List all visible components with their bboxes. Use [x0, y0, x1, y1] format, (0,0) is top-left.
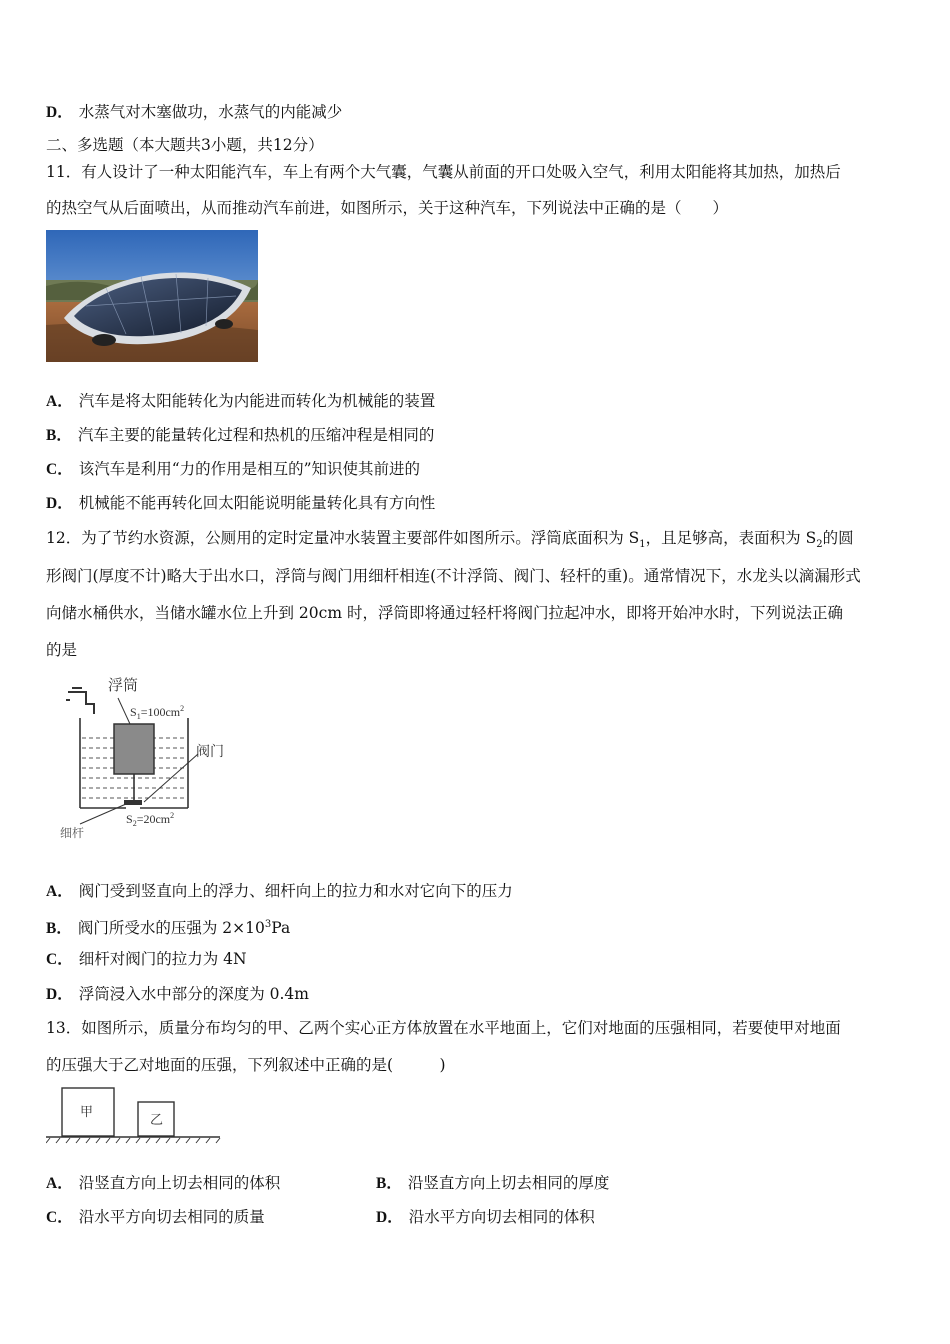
option-label: A． [46, 1175, 73, 1192]
q13-option-b[interactable] [376, 1173, 609, 1194]
option-text: 沿水平方向切去相同的体积 [408, 1208, 595, 1226]
option-text: 水蒸气对木塞做功，水蒸气的内能减少 [78, 103, 343, 121]
option-label: D． [46, 104, 73, 121]
option-text-b: Pa [271, 919, 291, 938]
q11-stem-line1: 11．有人设计了一种太阳能汽车，车上有两个大气囊，气囊从前面的开口处吸入空气，利用太阳能将其加热，加热后 [46, 163, 841, 181]
option-text: 沿竖直方向上切去相同的厚度 [407, 1174, 610, 1192]
flush-device-diagram [58, 670, 258, 840]
label-float: 浮筒 [108, 676, 139, 694]
q12-stem-line2: 形阀门(厚度不计)略大于出水口，浮筒与阀门用细杆相连(不计浮筒、阀门、轻杆的重)。通常情况下，水龙头以滴漏形式 [46, 567, 861, 585]
option-label: C． [46, 461, 73, 478]
label-valve: 阀门 [196, 744, 224, 760]
subscript: 2 [816, 539, 823, 551]
q11-option-b[interactable] [46, 425, 434, 446]
float-cylinder [114, 724, 154, 774]
q13-option-a[interactable] [46, 1173, 280, 1194]
label-jia: 甲 [80, 1105, 94, 1120]
q12-option-a[interactable] [46, 881, 513, 902]
option-text: 阀门受到竖直向上的浮力、细杆向上的拉力和水对它向下的压力 [78, 882, 513, 900]
option-text: 沿竖直方向上切去相同的体积 [78, 1174, 281, 1192]
q13-option-d[interactable] [376, 1207, 595, 1228]
option-label: D． [46, 986, 73, 1003]
option-label: D． [46, 495, 73, 512]
q12-stem-line3: 向储水桶供水，当储水罐水位上升到 20cm 时，浮筒即将通过轻杆将阀门拉起冲水，即将开始冲水时，下列说法正确 [46, 604, 843, 622]
option-label: C． [46, 1209, 73, 1226]
option-text: 沿水平方向切去相同的质量 [78, 1208, 265, 1226]
option-label: B． [46, 427, 72, 444]
q12-stem-text-a: 12．为了节约水资源，公厕用的定时定量冲水装置主要部件如图所示。浮筒底面积为 S [46, 529, 640, 547]
q13-stem-line1: 13．如图所示，质量分布均匀的甲、乙两个实心正方体放置在水平地面上，它们对地面的压强相同，若要使甲对地面 [46, 1019, 841, 1037]
faucet-icon [66, 688, 94, 714]
option-label: A． [46, 883, 73, 900]
q13-option-c[interactable] [46, 1207, 265, 1228]
q11-option-a[interactable] [46, 391, 435, 412]
label-s2: $S_2=20cm^2$ [126, 811, 175, 828]
q11-option-c[interactable] [46, 459, 420, 480]
label-s1: $S_1=100cm^2$ [130, 704, 185, 721]
q12-stem-text-c: 的圆 [822, 529, 854, 547]
option-label: A． [46, 393, 73, 410]
section-header: 二、多选题（本大题共3小题，共12分） [46, 136, 324, 154]
option-text: 汽车是将太阳能转化为内能进而转化为机械能的装置 [78, 392, 436, 410]
subscript: 1 [639, 539, 646, 551]
q12-option-c[interactable] [46, 949, 247, 970]
q12-option-b[interactable] [46, 915, 290, 939]
q12-option-d[interactable] [46, 984, 309, 1005]
q12-stem-line4: 的是 [46, 641, 78, 659]
option-text: 细杆对阀门的拉力为 4N [78, 950, 247, 968]
q12-stem-line1 [46, 528, 854, 555]
option-text: 汽车主要的能量转化过程和热机的压缩冲程是相同的 [77, 426, 435, 444]
q13-stem-line2: 的压强大于乙对地面的压强，下列叙述中正确的是( ) [46, 1056, 446, 1074]
solar-car-photo [46, 230, 258, 362]
superscript: 3 [264, 919, 272, 930]
prev-option-d [46, 102, 342, 123]
option-label: B． [376, 1175, 402, 1192]
option-label: C． [46, 951, 73, 968]
option-text: 机械能不能再转化回太阳能说明能量转化具有方向性 [78, 494, 436, 512]
ground-hatching [46, 1138, 220, 1143]
q11-option-d[interactable] [46, 493, 435, 514]
option-label: D． [376, 1209, 403, 1226]
q11-stem-line2: 的热空气从后面喷出，从而推动汽车前进，如图所示，关于这种汽车，下列说法中正确的是（ ） [46, 199, 729, 217]
q12-stem-text-b: ，且足够高，表面积为 S [645, 529, 817, 547]
option-text-a: 阀门所受水的压强为 2×10 [77, 919, 265, 938]
option-label: B． [46, 920, 72, 938]
label-rod: 细杆 [60, 826, 85, 840]
valve [124, 800, 142, 805]
cubes-diagram [46, 1082, 226, 1144]
option-text: 浮筒浸入水中部分的深度为 0.4m [78, 985, 309, 1003]
label-yi: 乙 [150, 1113, 164, 1128]
option-text: 该汽车是利用“力的作用是相互的”知识使其前进的 [78, 460, 421, 478]
